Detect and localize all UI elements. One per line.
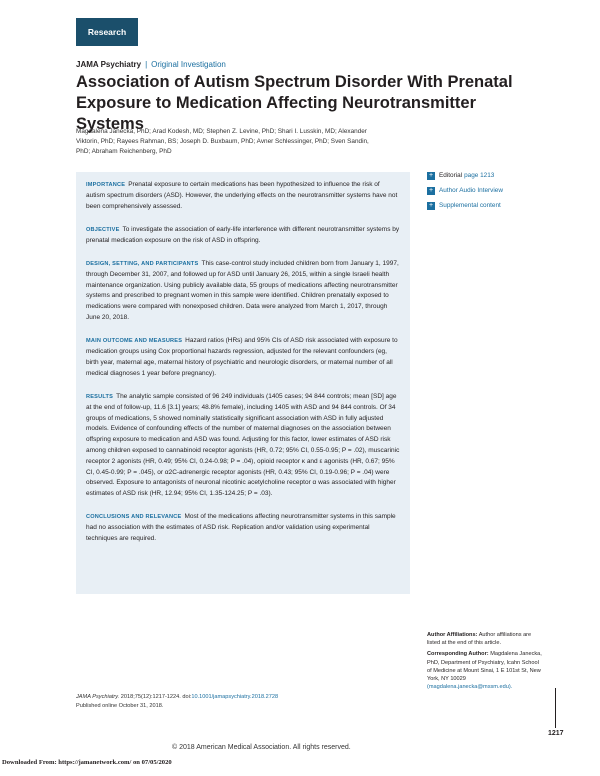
plus-icon: + [428, 186, 434, 194]
page-number: 1217 [548, 730, 564, 737]
author-email-link[interactable]: (magdalena.janecka@mssm.edu). [427, 684, 513, 691]
section-text: Most of the medications affecting neurotransmitter systems in this sample had no association with the estimates of ASD risk. Replication and/or validation using experimental techniques are required. [86, 513, 396, 543]
abstract-results [86, 392, 400, 500]
citation [76, 693, 396, 710]
section-heading: MAIN OUTCOME AND MEASURES [86, 338, 183, 345]
abstract-outcomes [86, 336, 400, 379]
related-links [427, 168, 557, 213]
editorial-link[interactable] [427, 168, 557, 183]
editorial-label: Editorial [439, 172, 463, 179]
citation-ref: 2018;75(12):1217-1224. doi: [120, 694, 192, 700]
abstract-box [76, 172, 410, 594]
section-text: Hazard ratios (HRs) and 95% CIs of ASD risk associated with exposure to medication groups using Cox proportional hazards regression, adjusted for the relevant confounders (eg, birth year, maternal age, maternal history of psychiatric and neurologic disorders, or maternal number of all medical diagnoses 1 year before pregnancy). [86, 337, 398, 377]
author-list: Magdalena Janecka, PhD; Arad Kodesh, MD; Stephen Z. Levine, PhD; Shari I. Lusskin, MD; Alexander Viktorin, PhD; Rayees Rahman, BS; Joseph D. Buxbaum, PhD; Avner Schlessinger, PhD; Sven Sandin, PhD; Abraham Reichenberg, PhD [76, 128, 369, 155]
section-text: Prenatal exposure to certain medications has been hypothesized to influence the risk of autism spectrum disorders (ASD). However, the underlying effects on the neurotransmitter systems have not been comprehensively assessed. [86, 181, 398, 210]
corresponding-heading: Corresponding Author: [427, 651, 489, 658]
download-stamp: Downloaded From: https://jamanetwork.com/ on 07/05/2020 [2, 759, 172, 766]
journal-line [76, 60, 226, 69]
affiliations-text: Author affiliations are listed at the end of this article. [427, 632, 532, 647]
section-text: The analytic sample consisted of 96 249 individuals (1405 cases; 94 844 controls; mean [SD] age at the end of follow-up, 11.6 [3.1] years; 48.8% female), including 1405 with ASD and 94 844 controls. Of 34 groups of medications, 5 showed nominally statistically significant association with ASD in fully adjusted models. Evidence of confounding effects of the number of maternal diagnoses on the association between offspring exposure to medication and ASD was found. Adjusting for this factor, lower estimates of ASD risk among children exposed to cannabinoid receptor agonists (HR, 0.72; 95% CI, 0.55-0.95; P = .02), muscarinic receptor 2 agonists (HR, 0.49; 95% CI, 0.24-0.98; P = .04), opioid receptor κ and ε agonists (HR, 0.67; 95% CI, 0.45-0.99; P = .045), or α2C-adrenergic receptor agonists (HR, 0.43; 95% CI, 0.19-0.96; P = .04) were observed. Exposure to antagonists of neuronal nicotinic acetylcholine receptor α was associated with higher estimates of ASD risk (HR, 12.94; 95% CI, 1.35-124.25; P = .03). [86, 392, 400, 498]
citation-journal: JAMA Psychiatry. [76, 694, 120, 700]
article-section[interactable]: Original Investigation [151, 60, 226, 69]
journal-separator: | [145, 60, 148, 69]
affiliations-block [427, 631, 542, 694]
audio-interview-link[interactable] [427, 183, 557, 198]
published-online: Published online October 31, 2018. [76, 702, 164, 709]
section-text: To investigate the association of early-life interference with different neurotransmitter systems by prenatal medication exposure on the risk of ASD in offspring. [86, 225, 400, 244]
section-text: This case-control study included children born from January 1, 1997, through December 31, 2007, and followed up for ASD until January 26, 2015, within a single Israeli health maintenance organization. Using publicly available data, 55 groups of medications affecting neurotransmitter systems and prescribed to pregnant women in this sample were identified. Children prenatally exposed to medications were compared with nonexposed children. Data were analyzed from March 1, 2017, through June 20, 2018. [86, 259, 399, 321]
supplemental-content-link[interactable] [427, 198, 557, 213]
section-heading: RESULTS [86, 393, 114, 400]
doi-link[interactable]: 10.1001/jamapsychiatry.2018.2728 [191, 694, 279, 700]
abstract-objective [86, 225, 400, 247]
abstract-design [86, 259, 400, 324]
affiliations-heading: Author Affiliations: [427, 632, 478, 638]
research-badge: Research [76, 18, 138, 46]
corresponding-author [427, 650, 542, 691]
abstract-importance [86, 180, 400, 212]
abstract-conclusions [86, 512, 400, 544]
margin-rule [555, 688, 556, 728]
copyright-notice: © 2018 American Medical Association. All rights reserved. [172, 744, 351, 751]
plus-icon: + [428, 201, 434, 209]
section-heading: CONCLUSIONS AND RELEVANCE [86, 514, 182, 521]
audio-interview-label: Author Audio Interview [439, 187, 503, 194]
journal-name: JAMA Psychiatry [76, 60, 142, 69]
corresponding-text: Magdalena Janecka, PhD, Department of Psychiatry, Icahn School of Medicine at Mount Sinai, 1 E 101st St, New York, NY 10029 [427, 651, 542, 683]
section-heading: OBJECTIVE [86, 226, 120, 233]
supplemental-content-label: Supplemental content [439, 202, 501, 209]
plus-icon: + [428, 171, 434, 179]
section-heading: IMPORTANCE [86, 182, 126, 188]
editorial-page-ref[interactable]: page 1213 [464, 172, 495, 179]
author-affiliations [427, 631, 542, 647]
article-title: Association of Autism Spectrum Disorder With Prenatal Exposure to Medication Affecting Neurotransmitter Systems [76, 73, 513, 133]
section-heading: DESIGN, SETTING, AND PARTICIPANTS [86, 260, 199, 267]
